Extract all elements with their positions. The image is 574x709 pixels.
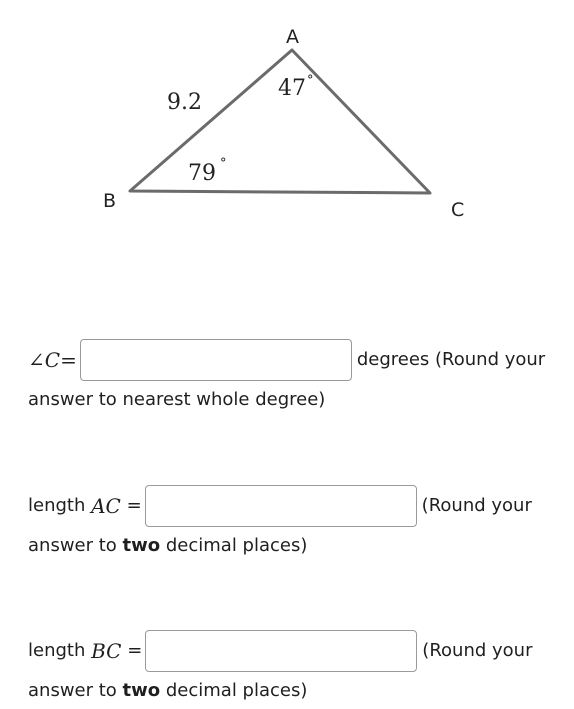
vertex-a-label: A <box>286 26 299 48</box>
length-ac-var: AC <box>91 494 121 518</box>
question-angle-c <box>28 338 554 418</box>
vertex-c-label: C <box>451 199 465 221</box>
angle-c-suffix: degrees (Round your <box>356 349 546 370</box>
length-bc-instruction-bold: two <box>122 680 161 701</box>
length-ac-prefix: length <box>28 495 92 516</box>
length-bc-instruction <box>28 673 554 709</box>
question-length-ac-row <box>28 484 554 528</box>
length-ac-input[interactable] <box>145 485 417 527</box>
angle-c-equals: = <box>60 348 77 372</box>
length-bc-input[interactable] <box>145 630 417 672</box>
angle-c-instruction: answer to nearest whole degree) <box>28 389 326 410</box>
length-ac-instruction-bold: two <box>122 535 161 556</box>
length-ac-instruction <box>28 528 554 564</box>
question-angle-c-row <box>28 338 554 382</box>
question-length-bc <box>28 629 554 709</box>
question-length-bc-row <box>28 629 554 673</box>
side-ab-label: 9.2 <box>167 90 202 115</box>
length-ac-instruction-pre: answer to <box>28 535 123 556</box>
triangle-diagram <box>0 0 574 260</box>
triangle-abc <box>130 50 430 193</box>
length-ac-equals: = <box>120 495 142 516</box>
length-ac-suffix: (Round your <box>421 495 532 516</box>
vertex-b-label: B <box>103 190 117 212</box>
length-bc-prefix: length <box>28 640 92 661</box>
angle-c-var: C <box>44 348 61 372</box>
angle-symbol: ∠ <box>28 348 45 372</box>
angle-c-input[interactable] <box>80 339 352 381</box>
length-bc-var: BC <box>91 639 122 663</box>
length-ac-instruction-post: decimal places) <box>160 535 308 556</box>
angle-b-degree: ° <box>220 156 227 171</box>
length-bc-instruction-post: decimal places) <box>160 680 308 701</box>
question-length-ac <box>28 484 554 564</box>
length-bc-equals: = <box>121 640 143 661</box>
angle-b-label: 79 <box>188 161 216 186</box>
length-bc-instruction-pre: answer to <box>28 680 123 701</box>
angle-a-label: 47 <box>278 76 306 101</box>
angle-a-degree: ° <box>307 73 314 88</box>
length-bc-suffix: (Round your <box>422 640 533 661</box>
